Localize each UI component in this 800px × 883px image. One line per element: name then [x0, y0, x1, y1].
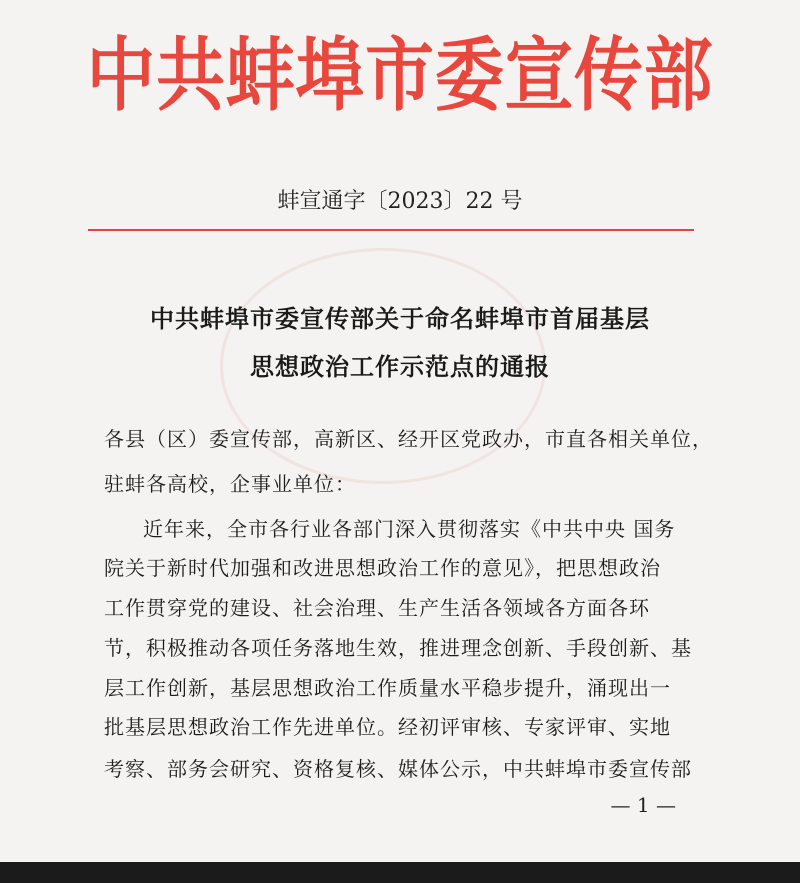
body-line-7: 考察、部务会研究、资格复核、媒体公示，中共蚌埠市委宣传部 — [104, 757, 692, 781]
addressee-line-2: 驻蚌各高校，企事业单位： — [104, 472, 356, 496]
body-line-4: 节，积极推动各项任务落地生效，推进理念创新、手段创新、基 — [104, 636, 692, 660]
masthead: 中共蚌埠市委宣传部 — [86, 29, 714, 122]
body-line-1: 近年来，全市各行业各部门深入贯彻落实《中共中央 国务 — [143, 517, 676, 541]
red-divider-line — [88, 229, 694, 231]
body-line-6: 批基层思想政治工作先进单位。经初评审核、专家评审、实地 — [104, 715, 671, 739]
title-line-1: 中共蚌埠市委宣传部关于命名蚌埠市首届基层 — [150, 305, 650, 333]
page-number: — 1 — — [610, 793, 676, 817]
title-line-2: 思想政治工作示范点的通报 — [250, 353, 550, 381]
bottom-dark-strip — [0, 862, 800, 883]
body-line-5: 层工作创新，基层思想政治工作质量水平稳步提升，涌现出一 — [104, 676, 671, 700]
document-number: 蚌宣通字〔2023〕22 号 — [277, 189, 523, 214]
addressee-line-1: 各县（区）委宣传部，高新区、经开区党政办，市直各相关单位， — [104, 427, 713, 451]
document-title — [0, 295, 800, 391]
body-line-2: 院关于新时代加强和改进思想政治工作的意见》，把思想政治 — [104, 556, 661, 580]
body-line-3: 工作贯穿党的建设、社会治理、生产生活各领域各方面各环 — [104, 596, 650, 620]
